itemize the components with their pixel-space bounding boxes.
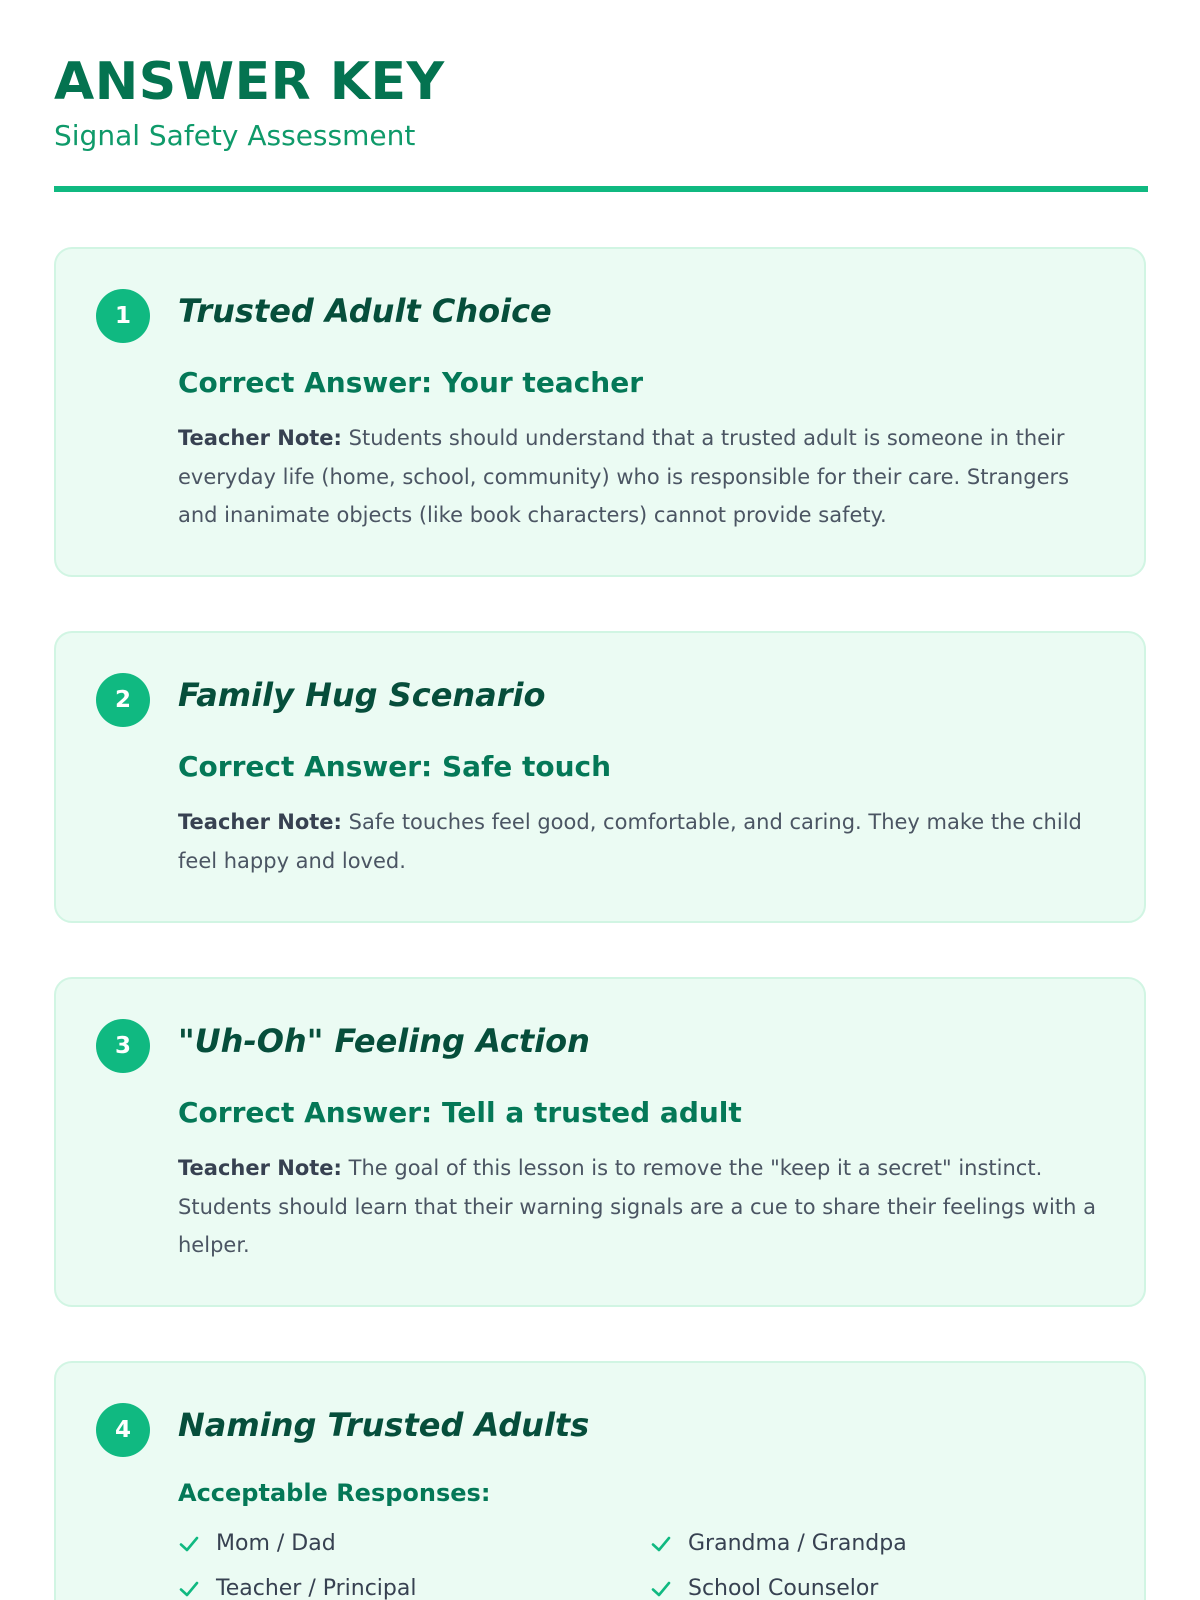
correct-answer: Correct Answer: Your teacher xyxy=(178,366,644,399)
response-item xyxy=(650,1574,878,1600)
teacher-note-text: The goal of this lesson is to remove the "keep it a secret" instinct. Students should learn that their warning signals are a cue to share their feelings with a helper. xyxy=(178,1156,1096,1257)
question-card-3 xyxy=(54,977,1146,1307)
teacher-note xyxy=(178,1149,1098,1265)
response-text: Teacher / Principal xyxy=(216,1576,417,1600)
check-icon xyxy=(650,1578,672,1600)
question-title: Family Hug Scenario xyxy=(178,676,546,714)
question-title: Trusted Adult Choice xyxy=(178,292,552,330)
response-text: School Counselor xyxy=(688,1576,879,1600)
teacher-note-text: Safe touches feel good, comfortable, and caring. They make the child feel happy and loved. xyxy=(178,810,1082,873)
question-number-badge: 3 xyxy=(96,1019,150,1073)
response-item xyxy=(178,1529,336,1559)
response-item xyxy=(178,1574,416,1600)
teacher-note-text: Students should understand that a trusted adult is someone in their everyday life (home, school, community) who is responsible for their care. Strangers and inanimate objects (like book characters) cannot provide safety. xyxy=(178,426,1070,527)
response-item xyxy=(650,1529,907,1559)
check-icon xyxy=(650,1533,672,1555)
question-title: "Uh-Oh" Feeling Action xyxy=(178,1022,590,1060)
question-card-4 xyxy=(54,1361,1146,1600)
page-header xyxy=(54,50,1148,154)
teacher-note xyxy=(178,419,1098,535)
question-card-2 xyxy=(54,631,1146,923)
teacher-note-label: Teacher Note: xyxy=(178,1156,342,1180)
header-divider xyxy=(54,186,1148,192)
response-text: Grandma / Grandpa xyxy=(688,1531,907,1556)
page-title: ANSWER KEY xyxy=(54,52,445,112)
question-number-badge: 4 xyxy=(96,1403,150,1457)
page-subtitle: Signal Safety Assessment xyxy=(54,119,416,152)
check-icon xyxy=(178,1533,200,1555)
acceptable-responses-heading: Acceptable Responses: xyxy=(178,1479,491,1507)
teacher-note xyxy=(178,803,1098,880)
correct-answer: Correct Answer: Safe touch xyxy=(178,750,612,783)
response-text: Mom / Dad xyxy=(216,1531,336,1556)
check-icon xyxy=(178,1578,200,1600)
question-number-badge: 1 xyxy=(96,289,150,343)
question-card-1 xyxy=(54,247,1146,577)
correct-answer: Correct Answer: Tell a trusted adult xyxy=(178,1096,742,1129)
question-number-badge: 2 xyxy=(96,673,150,727)
teacher-note-label: Teacher Note: xyxy=(178,426,342,450)
question-title: Naming Trusted Adults xyxy=(178,1406,590,1444)
teacher-note-label: Teacher Note: xyxy=(178,810,342,834)
